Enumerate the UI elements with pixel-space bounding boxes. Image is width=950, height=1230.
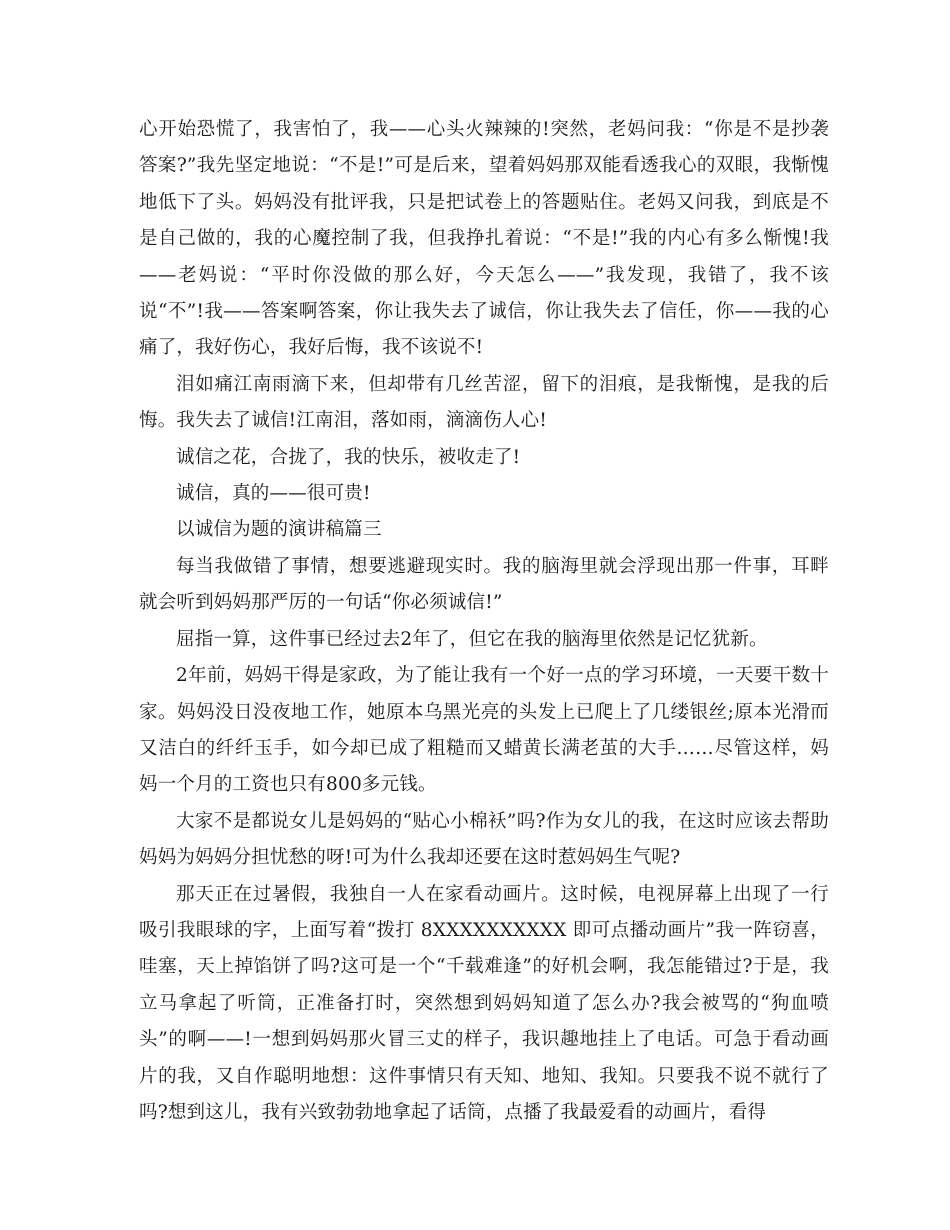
paragraph-8: 2年前，妈妈干得是家政，为了能让我有一个好一点的学习环境，一天要干数十家。妈妈没日没夜地工作，她原本乌黑光亮的头发上已爬上了几缕银丝;原本光滑而又洁白的纤纤玉手，如今却已成了粗糙而又蜡黄长满老茧的大手……尽管这样，妈妈一个月的工资也只有800多元钱。 bbox=[139, 665, 829, 796]
paragraph-9: 大家不是都说女儿是妈妈的“贴心小棉袄”吗?作为女儿的我，在这时应该去帮助妈妈为妈妈分担忧愁的呀!可为什么我却还要在这时惹妈妈生气呢? bbox=[139, 810, 829, 869]
paragraph-2: 泪如痛江南雨滴下来，但却带有几丝苦涩，留下的泪痕，是我惭愧，是我的后悔。我失去了诚信!江南泪，落如雨，滴滴伤人心! bbox=[139, 373, 829, 432]
paragraph-3: 诚信之花，合拢了，我的快乐，被收走了! bbox=[176, 446, 521, 468]
paragraph-6: 每当我做错了事情，想要逃避现实时。我的脑海里就会浮现出那一件事，耳畔就会听到妈妈那严厉的一句话“你必须诚信!” bbox=[139, 555, 829, 614]
paragraph-10: 那天正在过暑假，我独自一人在家看动画片。这时候，电视屏幕上出现了一行吸引我眼球的字，上面写着“拨打 8XXXXXXXXXX 即可点播动画片”我一阵窃喜，哇塞，天上掉馅饼了吗?这可是一个“千载难逢”的好机会啊，我怎能错过?于是，我立马拿起了听筒，正准备打时，突然想到妈妈知道了怎么办?我会被骂的“狗血喷头”的啊——!一想到妈妈那火冒三丈的样子，我识趣地挂上了电话。可急于看动画片的我，又自作聪明地想：这件事情只有天知、地知、我知。只要我不说不就行了吗?想到这儿，我有兴致勃勃地拿起了话筒，点播了我最爱看的动画片，看得 bbox=[139, 883, 829, 1123]
paragraph-7: 屈指一算，这件事已经过去2年了，但它在我的脑海里依然是记忆犹新。 bbox=[176, 628, 768, 650]
paragraph-1: 心开始恐慌了，我害怕了，我——心头火辣辣的!突然，老妈问我：“你是不是抄袭答案?”我先坚定地说：“不是!”可是后来，望着妈妈那双能看透我心的双眼，我惭愧地低下了头。妈妈没有批评我，只是把试卷上的答题贴住。老妈又问我，到底是不是自己做的，我的心魔控制了我，但我挣扎着说：“不是!”我的内心有多么惭愧!我——老妈说：“平时你没做的那么好，今天怎么——”我发现，我错了，我不该说“不”!我——答案啊答案，你让我失去了诚信，你让我失去了信任，你——我的心痛了，我好伤心，我好后悔，我不该说不! bbox=[139, 119, 829, 359]
paragraph-4: 诚信，真的——很可贵! bbox=[176, 483, 371, 505]
section-heading: 以诚信为题的演讲稿篇三 bbox=[176, 519, 382, 541]
document-body bbox=[139, 112, 829, 1131]
